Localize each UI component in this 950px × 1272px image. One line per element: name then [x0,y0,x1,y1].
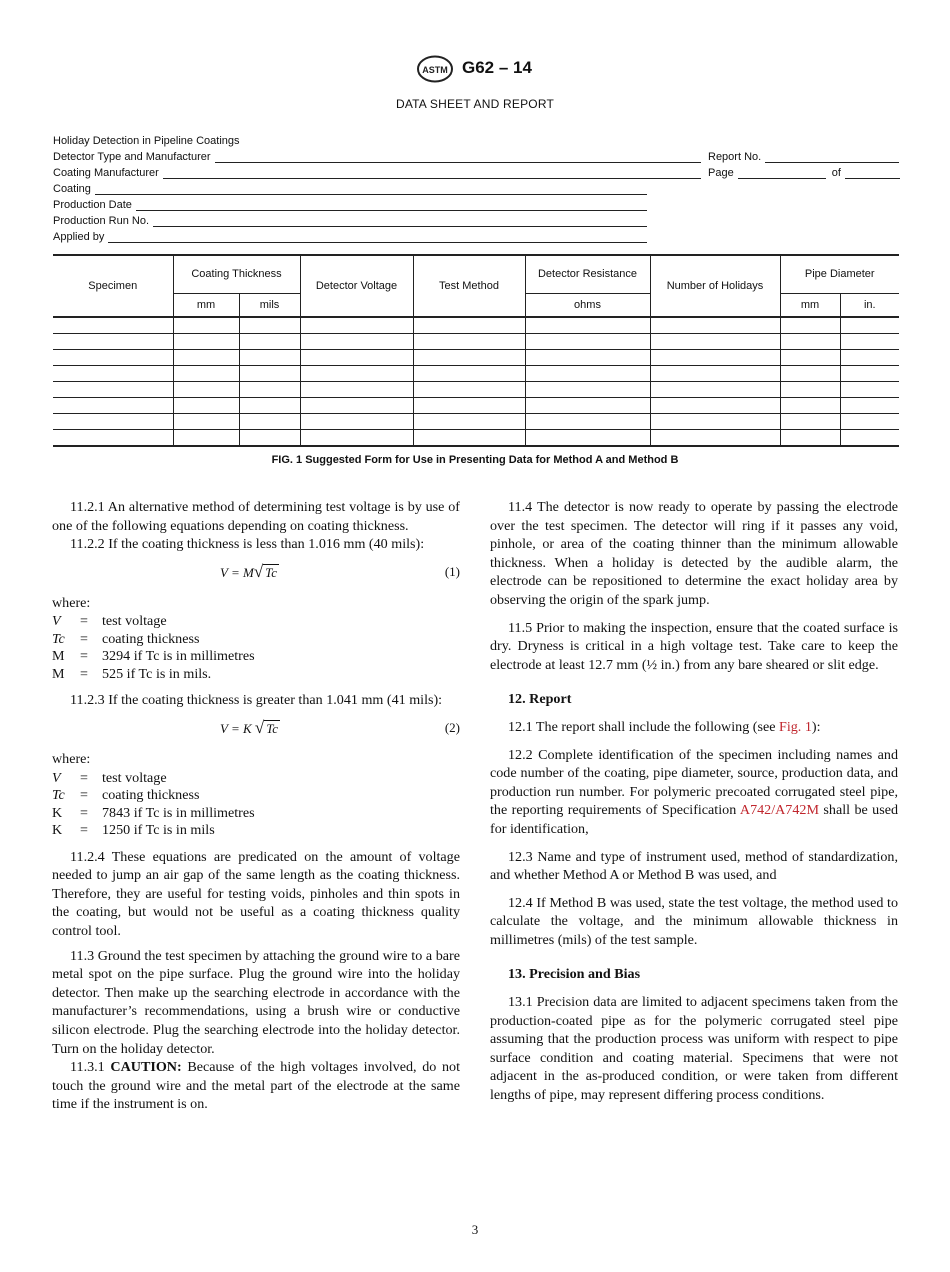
coating-field[interactable] [53,181,647,195]
para-11-4: 11.4 The detector is now ready to operate by passing the electrode over the test specimen. The detector will ring if it passes any void, pinhole, or area of the coating thinner than the minimum allowable thickness. When a holiday is detected by the audible alarm, the electrode can be repositioned to determine the exact holiday area by observing the origin of the spark jump. [490,499,898,608]
definition-row [52,769,460,787]
def-equals: = [80,787,88,804]
def-equals: = [80,665,88,682]
report-no-field[interactable] [708,149,899,163]
fig-1-link[interactable]: Fig. 1 [778,718,812,735]
table-row [53,430,899,447]
definition-row [52,647,460,665]
def-text: 3294 if Tc is in millimetres [102,648,255,665]
where-1: where: [52,594,91,611]
para-12-4: 12.4 If Method B was used, state the test voltage, the method used to calculate the voltage, and the minimum allowable thickness in millimetres (mils) of the test sample. [490,894,898,948]
applied-by-field[interactable] [53,229,647,243]
table-row [53,398,899,414]
col-test-method: Test Method [413,255,525,317]
definition-row [52,804,460,822]
table-row [53,317,899,334]
para-12-1-end: ): [811,718,821,735]
eq2-lhs: V = K [220,720,252,736]
equation-2 [52,716,460,742]
def-text: coating thickness [102,787,200,804]
col-thickness-mils: mils [239,294,300,318]
col-thickness-mm: mm [173,294,239,318]
para-11-2-1: 11.2.1 An alternative method of determining test voltage is by use of one of the following equations depending on coating thickness. [52,499,460,534]
of-label: of [831,167,841,179]
col-specimen: Specimen [53,255,173,317]
page-header [0,52,950,88]
definition-row [52,665,460,683]
col-diameter-mm: mm [780,294,840,318]
coating-manufacturer-label: Coating Manufacturer [53,167,159,179]
para-12-1-text: 12.1 The report shall include the following (see [508,718,779,735]
def-equals: = [80,804,88,821]
definition-row [52,786,460,804]
a742-link[interactable]: A742/A742M [739,802,819,819]
def-symbol: K [52,804,63,821]
col-number-of-holidays: Number of Holidays [650,255,780,317]
detector-type-field[interactable] [53,149,701,163]
form-title [53,133,244,147]
table-row [53,382,899,398]
col-pipe-diameter: Pipe Diameter [780,255,899,294]
para-12-2 [490,746,898,839]
def-text: 1250 if Tc is in mils [102,822,215,839]
applied-by-label: Applied by [53,231,105,243]
coating-manufacturer-field[interactable] [53,165,701,179]
equation-1-number: (1) [444,563,460,579]
def-text: test voltage [102,769,167,786]
eq2-radicand: Tc [266,720,279,736]
table-row [53,414,899,430]
section-13-heading: 13. Precision and Bias [508,966,641,983]
para-12-1 [490,718,898,737]
table-row [53,334,899,350]
def-symbol: V [52,769,61,786]
para-11-3-1-text: Because of the high voltages involved, do not touch the ground wire and the metal part of the electrode at the same time if the instrument is on. [52,1059,460,1113]
definition-row [52,630,460,648]
def-text: test voltage [102,613,167,630]
def-text: coating thickness [102,630,200,647]
para-11-3-1-number: 11.3.1 [70,1059,105,1076]
left-column [52,498,460,1114]
para-12-2-end: shall be used for identification, [490,802,899,837]
para-11-2-4: 11.2.4 These equations are predicated on the amount of voltage needed to jump an air gap of the same length as the coating thickness. Therefore, they are useful for testing voids, pinholes and thin spots in the coating, but would not be useful as a coating thickness quality control tool. [52,848,460,939]
eq1-lhs: V = M [220,564,254,580]
definitions-1 [52,612,460,682]
def-symbol: Tc [52,787,65,804]
para-12-2-text: 12.2 Complete identification of the specimen including names and code number of the coating, pipe diameter, source, production data, and production run number. For polymeric precoated corrugated steel pipe, the reporting requirements of Specification [490,746,898,819]
report-no-label: Report No. [708,151,762,163]
page-number: 3 [471,1222,479,1237]
right-column [490,498,898,1105]
col-resistance-ohms: ohms [525,294,650,318]
def-text: 7843 if Tc is in millimetres [102,804,255,821]
def-symbol: V [52,613,61,630]
production-date-field[interactable] [53,197,647,211]
col-coating-thickness: Coating Thickness [173,255,300,294]
def-equals: = [80,630,88,647]
document-id: G62 – 14 [462,58,532,77]
def-equals: = [80,769,88,786]
astm-logo [416,55,454,83]
def-equals: = [80,613,88,630]
equation-1 [52,560,460,586]
def-text: 525 if Tc is in mils. [102,665,212,682]
definition-row [52,612,460,630]
definitions-2 [52,769,460,839]
form-title-label: Holiday Detection in Pipeline Coatings [53,135,240,147]
def-equals: = [80,822,88,839]
detector-type-label: Detector Type and Manufacturer [53,151,211,163]
table-row [53,366,899,382]
page-label: Page [708,167,734,179]
para-13-1: 13.1 Precision data are limited to adjacent specimens taken from the production-coated pipe as for the polymeric corrugated steel pipe assuming that the production process was uniform with respect to pipe surface condition and coating material. Specimens that were not adjacent in the as-produced condition, or were taken from different lengths of pipe, may represent differing process conditions. [490,994,898,1104]
page-of-field[interactable] [708,165,900,179]
equation-2-number: (2) [444,719,460,735]
para-11-2-3: 11.2.3 If the coating thickness is greater than 1.041 mm (41 mils): [70,692,443,709]
def-symbol: M [52,648,65,665]
equation-1-formula: V = M√ Tc [220,561,277,581]
col-diameter-in: in. [840,294,899,318]
section-12-heading: 12. Report [508,691,572,708]
definition-row [52,821,460,839]
def-symbol: Tc [52,630,65,647]
figure-caption: FIG. 1 Suggested Form for Use in Presenting Data for Method A and Method B [271,454,679,466]
data-table [53,254,899,447]
production-run-label: Production Run No. [53,215,149,227]
table-row [53,350,899,366]
production-date-label: Production Date [53,199,132,211]
production-run-field[interactable] [53,213,647,227]
def-symbol: K [52,822,63,839]
para-12-3: 12.3 Name and type of instrument used, method of standardization, and whether Method A or Method B was used, and [490,848,898,884]
where-2: where: [52,750,91,767]
eq1-radicand: Tc [265,564,277,580]
col-detector-resistance: Detector Resistance [525,255,650,294]
para-11-5: 11.5 Prior to making the inspection, ensure that the coated surface is dry. Dryness is critical in a high voltage test. Take care to keep the electrode at least 12.7 mm (½ in.) from any bare sheared or slit edge. [490,619,898,673]
sheet-title: DATA SHEET AND REPORT [395,97,554,111]
para-11-3: 11.3 Ground the test specimen by attaching the ground wire to a bare metal spot on the pipe surface. Plug the ground wire into the holiday detector. Then make up the searching electrode in accordance with the manufacturer’s recommendations, using a brush wire or conductive silicon electrode. Plug the searching electrode into the holiday detector. Turn on the holiday detector. [52,947,460,1057]
def-symbol: M [52,665,65,682]
equation-2-formula: V = K √ Tc [220,717,279,737]
def-equals: = [80,648,88,665]
logo-text: ASTM [422,65,448,75]
para-11-2-2: 11.2.2 If the coating thickness is less than 1.016 mm (40 mils): [70,536,425,553]
col-detector-voltage: Detector Voltage [300,255,413,317]
coating-label: Coating [53,183,91,195]
caution-label: CAUTION: [110,1059,182,1076]
para-11-3-1 [52,1058,460,1114]
